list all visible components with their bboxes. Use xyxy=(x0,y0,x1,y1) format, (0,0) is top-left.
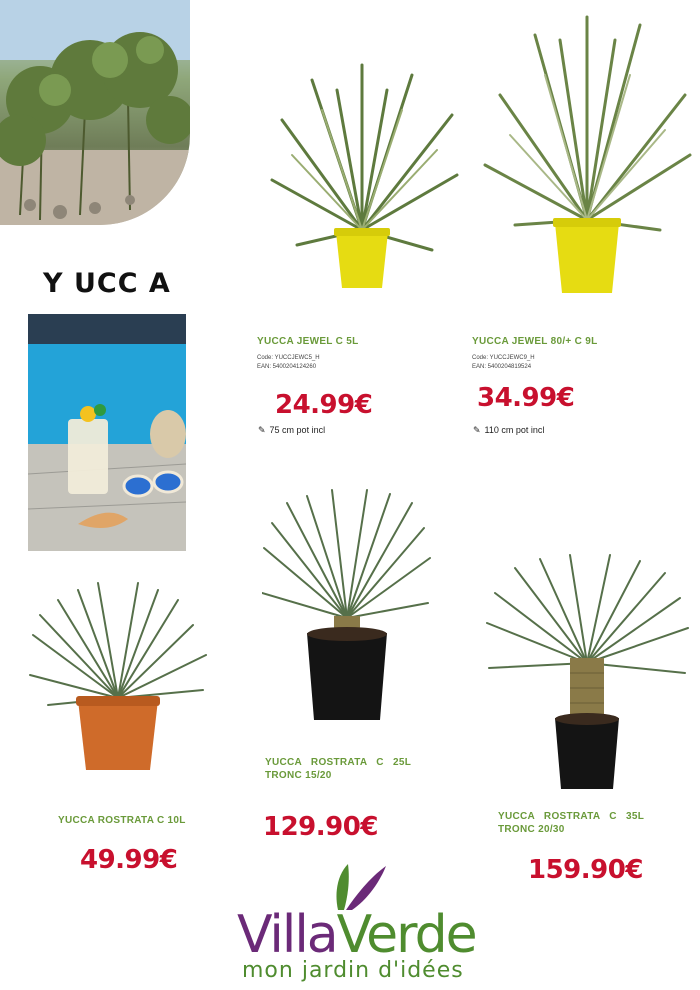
product-image-yucca-rostrata-c25l xyxy=(262,488,432,723)
pencil-icon: ✎ xyxy=(473,425,481,435)
product-name: YUCCA ROSTRATA C 10L xyxy=(58,815,186,826)
product-price: 129.90€ xyxy=(263,812,378,842)
hero-photo-yucca-garden xyxy=(0,0,190,225)
product-size-info xyxy=(258,425,325,436)
brand-name-part2: Verde xyxy=(336,905,476,965)
product-name: YUCCA JEWEL C 5L xyxy=(257,336,359,347)
product-name-line2: TRONC 20/30 xyxy=(498,824,565,835)
product-price: 24.99€ xyxy=(275,390,373,420)
product-size-info xyxy=(473,425,544,436)
product-price: 34.99€ xyxy=(477,383,575,413)
product-ean: EAN: 5400204819524 xyxy=(472,364,532,370)
pool-drink-photo xyxy=(28,314,186,551)
product-image-yucca-rostrata-c35l xyxy=(485,553,690,793)
pencil-icon: ✎ xyxy=(258,425,266,435)
product-name-line1: YUCCA ROSTRATA C 35L xyxy=(498,811,645,822)
product-name-line1: YUCCA ROSTRATA C 25L xyxy=(265,757,412,768)
product-size: 75 cm pot incl xyxy=(269,425,326,435)
product-size: 110 cm pot incl xyxy=(484,425,545,435)
product-ean: EAN: 5400204124260 xyxy=(257,364,317,370)
brand-name-part1: Villa xyxy=(237,905,337,965)
product-image-yucca-rostrata-c10l xyxy=(28,580,208,775)
product-image-yucca-jewel-c9l xyxy=(480,15,695,300)
product-price: 159.90€ xyxy=(528,855,643,885)
product-name: YUCCA JEWEL 80/+ C 9L xyxy=(472,336,598,347)
product-price: 49.99€ xyxy=(80,845,178,875)
product-image-yucca-jewel-c5l xyxy=(262,60,462,295)
brand-logo-wordmark xyxy=(237,905,476,965)
product-code: Code: YUCCJEWC5_H xyxy=(257,355,320,361)
product-code: Code: YUCCJEWC9_H xyxy=(472,355,535,361)
brand-tagline: mon jardin d'idées xyxy=(242,958,464,983)
product-name-line2: TRONC 15/20 xyxy=(265,770,332,781)
category-title: Y UCC A xyxy=(43,268,171,299)
